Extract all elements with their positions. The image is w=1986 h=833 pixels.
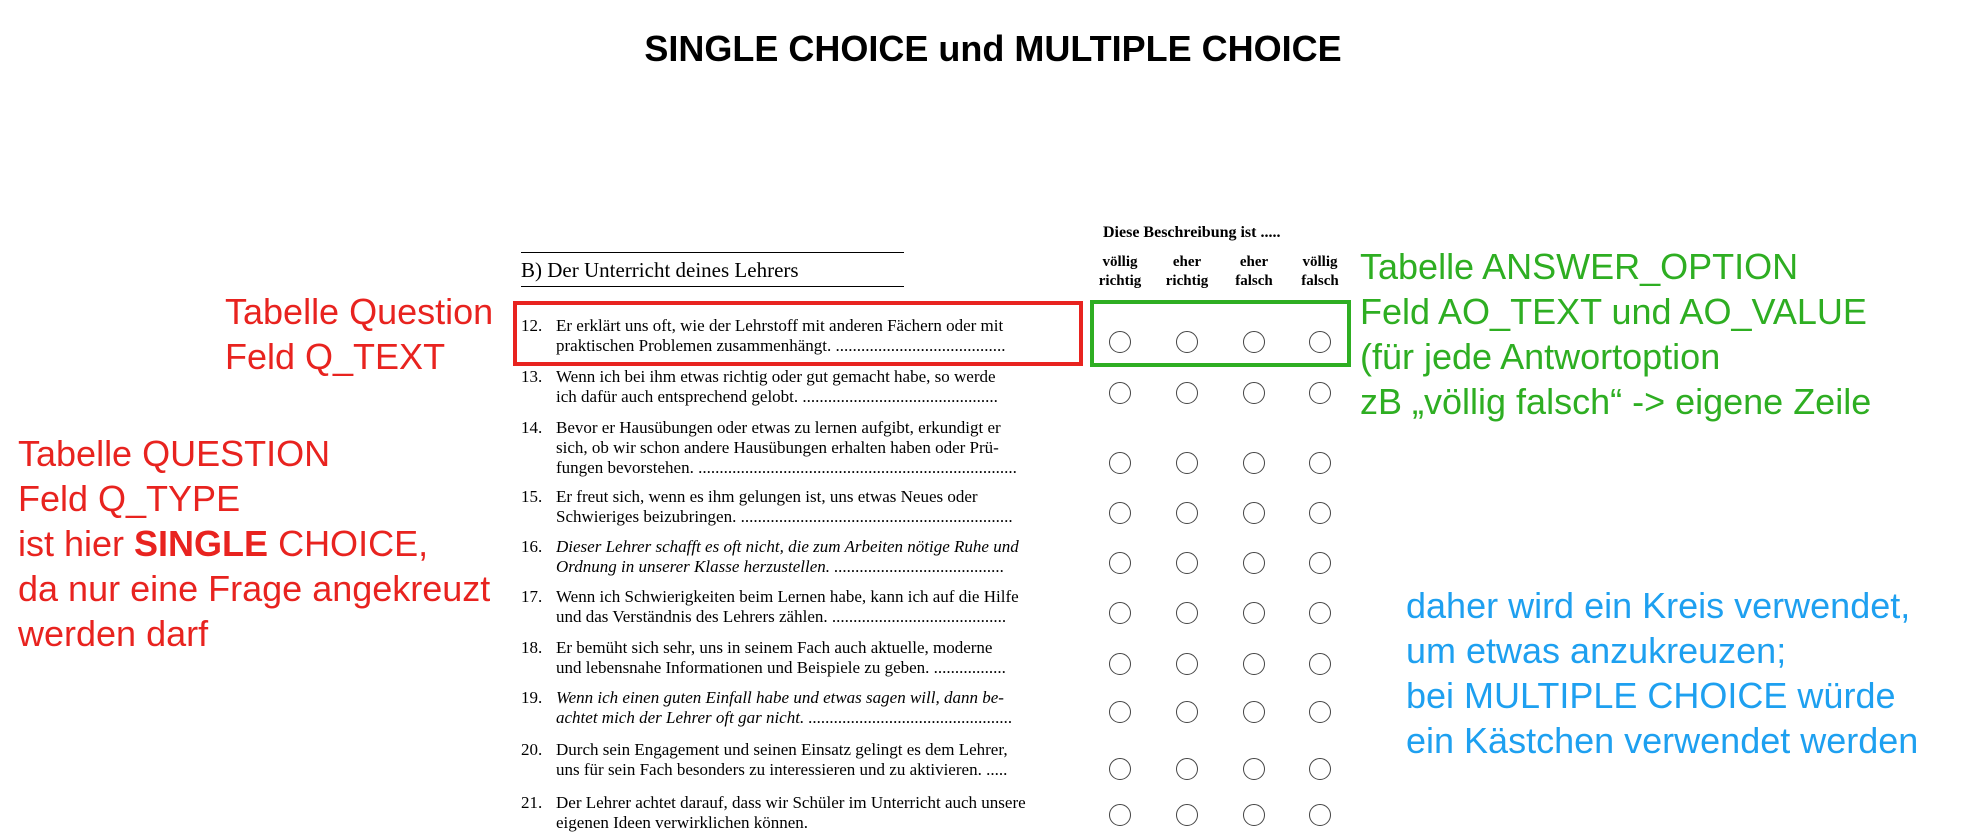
annotation-line: Tabelle Question xyxy=(225,291,494,332)
annotation-line: Tabelle QUESTION xyxy=(18,433,331,474)
annotation-line: Feld AO_TEXT und AO_VALUE xyxy=(1360,291,1867,332)
question-text xyxy=(556,793,1076,833)
answer-radio[interactable] xyxy=(1109,758,1131,780)
answer-radio[interactable] xyxy=(1309,701,1331,723)
question-text-line: Der Lehrer achtet darauf, dass wir Schüler im Unterricht auch unsere xyxy=(556,793,1026,812)
annotation-line: Feld Q_TEXT xyxy=(225,336,446,377)
question-number: 18. xyxy=(521,638,543,657)
answer-radio[interactable] xyxy=(1109,653,1131,675)
annotation-line: zB „völlig falsch“ -> eigene Zeile xyxy=(1360,381,1872,422)
answer-radio[interactable] xyxy=(1243,502,1265,524)
question-text-line: Wenn ich einen guten Einfall habe und etwas sagen will, dann be- xyxy=(556,688,1004,707)
question-text-highlight xyxy=(513,301,1083,366)
question-text-line: ich dafür auch entsprechend gelobt. .............................................. xyxy=(556,387,998,406)
question-number: 15. xyxy=(521,487,543,506)
question-text-line: Bevor er Hausübungen oder etwas zu lernen aufgibt, erkundigt er xyxy=(556,418,1001,437)
question-text-line: Er freut sich, wenn es ihm gelungen ist, uns etwas Neues oder xyxy=(556,487,978,506)
answer-radio[interactable] xyxy=(1109,382,1131,404)
answer-radio[interactable] xyxy=(1309,452,1331,474)
section-bottom-rule xyxy=(521,286,904,287)
answer-radio[interactable] xyxy=(1309,602,1331,624)
question-number: 17. xyxy=(521,587,543,606)
answer-radio[interactable] xyxy=(1176,552,1198,574)
answer-radio[interactable] xyxy=(1243,701,1265,723)
page-title: SINGLE CHOICE und MULTIPLE CHOICE xyxy=(644,28,1342,69)
question-text-line: Er erklärt uns oft, wie der Lehrstoff mit anderen Fächern oder mit xyxy=(556,316,1004,335)
answer-radio[interactable] xyxy=(1109,502,1131,524)
answer-radio[interactable] xyxy=(1176,382,1198,404)
question-text-annotation xyxy=(225,289,493,379)
answer-radio[interactable] xyxy=(1309,758,1331,780)
question-number: 19. xyxy=(521,688,543,707)
annotation-line: daher wird ein Kreis verwendet, xyxy=(1406,585,1911,626)
answer-radio[interactable] xyxy=(1176,758,1198,780)
answer-radio[interactable] xyxy=(1309,552,1331,574)
annotation-text: ist hier xyxy=(18,523,135,564)
answer-radio[interactable] xyxy=(1309,804,1331,826)
answer-option-annotation xyxy=(1360,244,1871,424)
question-text-line: uns für sein Fach besonders zu interessieren und zu aktivieren. ..... xyxy=(556,760,1008,779)
question-text xyxy=(556,587,1076,627)
question-text-line: Ordnung in unserer Klasse herzustellen. ........................................ xyxy=(556,557,1005,576)
answer-radio[interactable] xyxy=(1243,552,1265,574)
answer-radio[interactable] xyxy=(1109,804,1131,826)
column-header-line: richtig xyxy=(1098,273,1142,289)
answer-radio[interactable] xyxy=(1176,653,1198,675)
question-text-line: Er bemüht sich sehr, uns in seinem Fach auch aktuelle, moderne xyxy=(556,638,993,657)
annotation-line: um etwas anzukreuzen; xyxy=(1406,630,1787,671)
annotation-line xyxy=(18,521,490,566)
question-text xyxy=(556,487,1076,527)
answer-column-header xyxy=(1219,253,1289,291)
answer-radio[interactable] xyxy=(1176,701,1198,723)
annotation-line: werden darf xyxy=(18,613,209,654)
answer-radio[interactable] xyxy=(1109,602,1131,624)
question-text xyxy=(556,740,1076,780)
question-text-line: fungen bevorstehen. ........................................................................... xyxy=(556,458,1017,477)
single-emphasis: SINGLE xyxy=(134,523,269,564)
question-text xyxy=(556,688,1076,728)
annotation-line: da nur eine Frage angekreuzt xyxy=(18,568,491,609)
question-text-line: und das Verständnis des Lehrers zählen. ......................................... xyxy=(556,607,1007,626)
answer-radio[interactable] xyxy=(1309,653,1331,675)
answer-radio[interactable] xyxy=(1176,452,1198,474)
answer-radio[interactable] xyxy=(1243,382,1265,404)
question-text-line: Wenn ich Schwierigkeiten beim Lernen habe, kann ich auf die Hilfe xyxy=(556,587,1019,606)
description-header: Diese Beschreibung ist ..... xyxy=(1103,224,1281,241)
answer-radio[interactable] xyxy=(1176,804,1198,826)
annotation-line: ein Kästchen verwendet werden xyxy=(1406,720,1919,761)
annotation-line: (für jede Antwortoption xyxy=(1360,336,1721,377)
answer-radio[interactable] xyxy=(1243,758,1265,780)
question-text-line: praktischen Problemen zusammenhängt. ........................................ xyxy=(556,336,1006,355)
column-header-line: falsch xyxy=(1235,273,1273,289)
answer-radio[interactable] xyxy=(1243,653,1265,675)
annotation-line: bei MULTIPLE CHOICE würde xyxy=(1406,675,1896,716)
question-text xyxy=(556,638,1076,678)
question-text-line: Durch sein Engagement und seinen Einsatz gelingt es dem Lehrer, xyxy=(556,740,1008,759)
column-header-line: eher xyxy=(1172,254,1202,270)
column-header-line: völlig xyxy=(1302,254,1338,270)
question-text-line: sich, ob wir schon andere Hausübungen erhalten haben oder Prü- xyxy=(556,438,999,457)
column-header-line: völlig xyxy=(1102,254,1138,270)
answer-radio[interactable] xyxy=(1309,382,1331,404)
answer-radio[interactable] xyxy=(1109,552,1131,574)
question-number: 16. xyxy=(521,537,543,556)
question-number: 12. xyxy=(521,316,543,335)
question-text-line: und lebensnahe Informationen und Beispiele zu geben. ................. xyxy=(556,658,1006,677)
question-number: 21. xyxy=(521,793,543,812)
annotation-line: Feld Q_TYPE xyxy=(18,478,241,519)
answer-column-header xyxy=(1085,253,1155,291)
question-number: 20. xyxy=(521,740,543,759)
answer-radio[interactable] xyxy=(1243,452,1265,474)
annotation-line: Tabelle ANSWER_OPTION xyxy=(1360,246,1799,287)
answer-radio[interactable] xyxy=(1243,602,1265,624)
answer-radio[interactable] xyxy=(1309,502,1331,524)
answer-radio[interactable] xyxy=(1176,602,1198,624)
question-text-line: Wenn ich bei ihm etwas richtig oder gut gemacht habe, so werde xyxy=(556,367,996,386)
question-text-line: Schwieriges beizubringen. ................................................................ xyxy=(556,507,1013,526)
question-text xyxy=(556,367,1076,407)
answer-options-highlight xyxy=(1090,300,1351,367)
answer-column-header xyxy=(1152,253,1222,291)
section-top-rule xyxy=(521,252,904,253)
column-header-line: eher xyxy=(1239,254,1269,270)
column-header-line: richtig xyxy=(1165,273,1209,289)
circle-note-annotation xyxy=(1406,583,1918,763)
answer-radio[interactable] xyxy=(1109,452,1131,474)
question-number: 13. xyxy=(521,367,543,386)
question-text-line: Dieser Lehrer schafft es oft nicht, die zum Arbeiten nötige Ruhe und xyxy=(556,537,1019,556)
answer-radio[interactable] xyxy=(1176,502,1198,524)
question-number: 14. xyxy=(521,418,543,437)
question-text xyxy=(556,537,1076,577)
answer-radio[interactable] xyxy=(1243,804,1265,826)
question-text-line: achtet mich der Lehrer oft gar nicht. ................................................ xyxy=(556,708,1013,727)
column-header-line: falsch xyxy=(1301,273,1339,289)
answer-column-header xyxy=(1285,253,1355,291)
question-text xyxy=(556,418,1076,478)
question-type-annotation xyxy=(18,431,490,656)
answer-radio[interactable] xyxy=(1109,701,1131,723)
section-title: B) Der Unterricht deines Lehrers xyxy=(521,258,799,282)
question-text-line: eigenen Ideen verwirklichen können. xyxy=(556,813,809,832)
annotation-text: CHOICE, xyxy=(268,523,429,564)
